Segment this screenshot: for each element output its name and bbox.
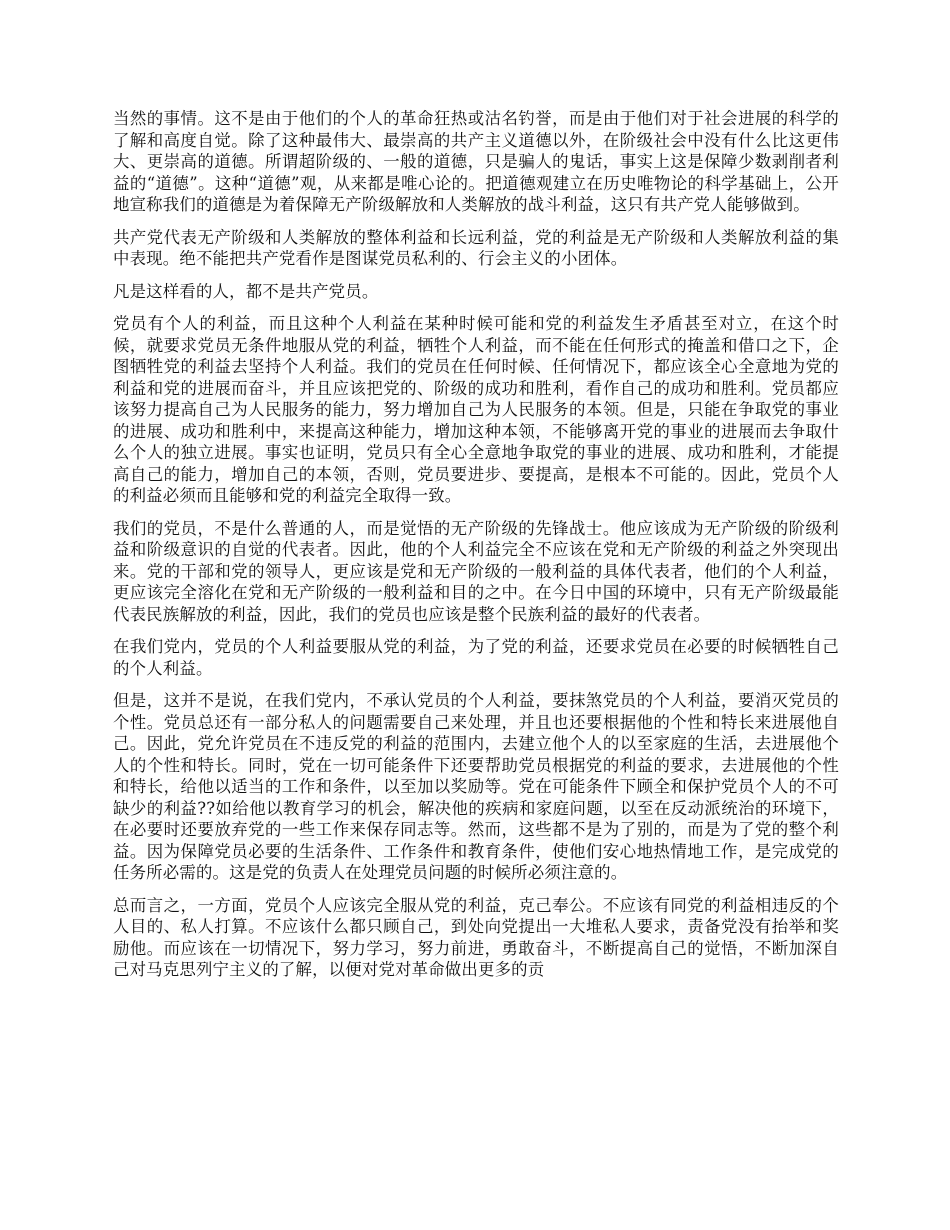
- paragraph-3: 凡是这样看的人，都不是共产党员。: [113, 281, 379, 301]
- paragraph-7: 但是，这并不是说，在我们党内，不承认党员的个人利益，要抹煞党员的个人利益，要消灭党员的个性。党员总还有一部分私人的问题需要自己来处理，并且也还要根据他的个性和特长来进展他自己。因此，党允许党员在不违反党的利益的范围内，去建立他个人的以至家庭的生活，去进展他个人的个性和特长。同时，党在一切可能条件下还要帮助党员根据党的利益的要求，去进展他的个性和特长，给他以适当的工作和条件，以至加以奖励等。党在可能条件下顾全和保护党员个人的不可缺少的利益??如给他以教育学习的机会，解决他的疾病和家庭问题，以至在反动派统治的环境下，在必要时还要放弃党的一些工作来保存同志等。然而，这些都不是为了别的，而是为了党的整个利益。因为保障党员必要的生活条件、工作条件和教育条件，使他们安心地热情地工作，是完成党的任务所必需的。这是党的负责人在处理党员问题的时候所必须注意的。: [113, 691, 839, 882]
- paragraph-4: 党员有个人的利益，而且这种个人利益在某种时候可能和党的利益发生矛盾甚至对立，在这个时候，就要求党员无条件地服从党的利益，牺牲个人利益，而不能在任何形式的掩盖和借口之下，企图牺牲党的利益去坚持个人利益。我们的党员在任何时候、任何情况下，都应该全心全意地为党的利益和党的进展而奋斗，并且应该把党的、阶级的成功和胜利，看作自己的成功和胜利。党员都应该努力提高自己为人民服务的能力，努力增加自己为人民服务的本领。但是，只能在争取党的事业的进展、成功和胜利中，来提高这种能力，增加这种本领，不能够离开党的事业的进展而去争取什么个人的独立进展。事实也证明，党员只有全心全意地争取党的事业的进展、成功和胜利，才能提高自己的能力，增加自己的本领，否则，党员要进步、要提高，是根本不可能的。因此，党员个人的利益必须而且能够和党的利益完全取得一致。: [113, 314, 839, 505]
- paragraph-6: 在我们党内，党员的个人利益要服从党的利益，为了党的利益，还要求党员在必要的时候牺牲自己的个人利益。: [113, 637, 839, 678]
- document-body: [113, 108, 839, 992]
- paragraph-1: 当然的事情。这不是由于他们的个人的革命狂热或沽名钓誉，而是由于他们对于社会进展的科学的了解和高度自觉。除了这种最伟大、最崇高的共产主义道德以外，在阶级社会中没有什么比这更伟大、更崇高的道德。所谓超阶级的、一般的道德，只是骗人的鬼话，事实上这是保障少数剥削者利益的“道德”。这种“道德”观，从来都是唯心论的。把道德观建立在历史唯物论的科学基础上，公开地宣称我们的道德是为着保障无产阶级解放和人类解放的战斗利益，这只有共产党人能够做到。: [113, 109, 839, 214]
- paragraph-2: 共产党代表无产阶级和人类解放的整体利益和长远利益，党的利益是无产阶级和人类解放利益的集中表现。绝不能把共产党看作是图谋党员私利的、行会主义的小团体。: [113, 227, 839, 268]
- paragraph-5: 我们的党员，不是什么普通的人，而是觉悟的无产阶级的先锋战士。他应该成为无产阶级的阶级利益和阶级意识的自觉的代表者。因此，他的个人利益完全不应该在党和无产阶级的利益之外突现出来。党的干部和党的领导人，更应该是党和无产阶级的一般利益的具体代表者，他们的个人利益，更应该完全溶化在党和无产阶级的一般利益和目的之中。在今日中国的环境中，只有无产阶级最能代表民族解放的利益，因此，我们的党员也应该是整个民族利益的最好的代表者。: [113, 518, 839, 624]
- paragraph-8: 总而言之，一方面，党员个人应该完全服从党的利益，克己奉公。不应该有同党的利益相违反的个人目的、私人打算。不应该什么都只顾自己，到处向党提出一大堆私人要求，责备党没有抬举和奖励他。而应该在一切情况下，努力学习，努力前进，勇敢奋斗，不断提高自己的觉悟，不断加深自己对马克思列宁主义的了解，以便对党对革命做出更多的贡: [113, 895, 839, 979]
